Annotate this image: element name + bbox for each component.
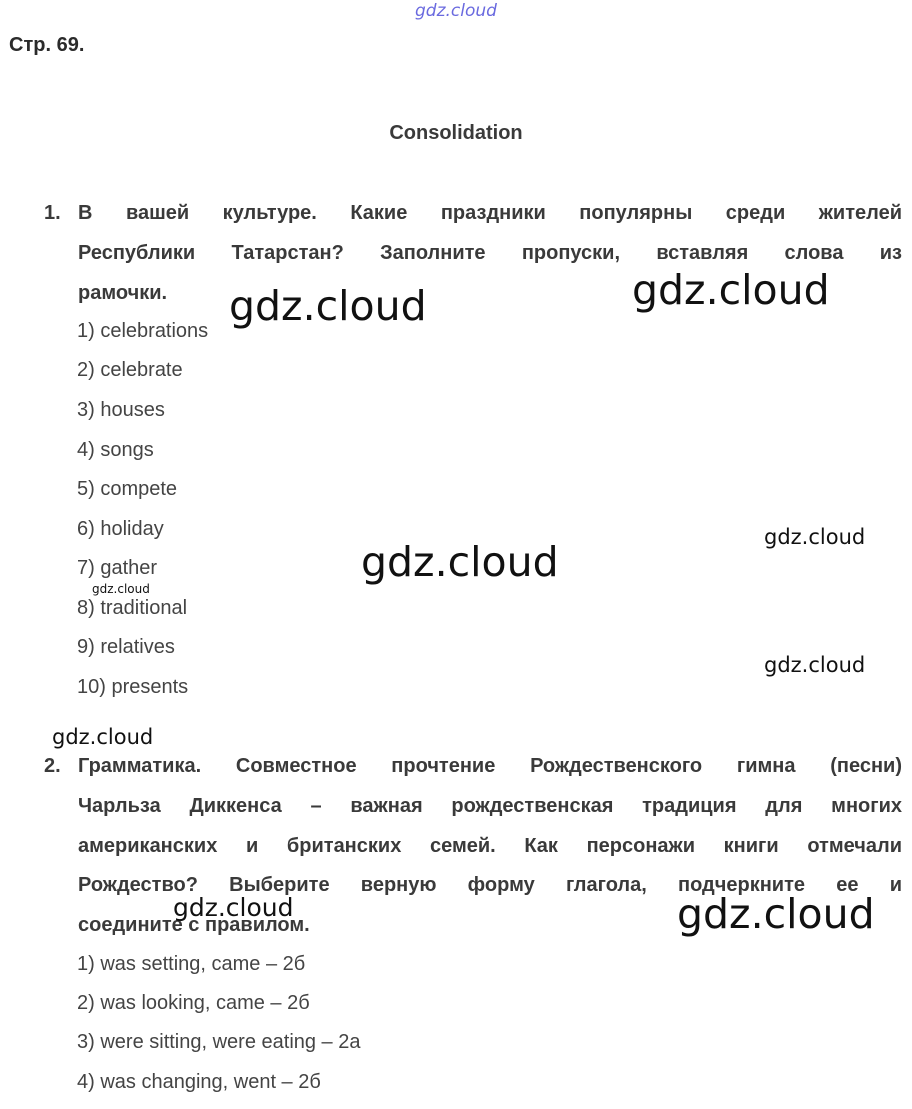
section-title: Consolidation (389, 122, 523, 144)
answer-item: 1) celebrations (77, 320, 209, 342)
answer-item: 4) was changing, went – 2б (77, 1071, 321, 1093)
watermark: gdz.cloud (677, 890, 875, 938)
answer-item: 6) holiday (77, 518, 164, 540)
question-2-line: соедините с правилом. (78, 914, 310, 936)
question-2-line: американских и британских семей. Как персонажи книги отмечали (78, 835, 902, 857)
answer-item: 3) were sitting, were eating – 2а (77, 1031, 361, 1053)
page-number-label: Стр. 69. (9, 34, 85, 56)
answer-item: 2) celebrate (77, 359, 183, 381)
question-1-line: В вашей культуре. Какие праздники популярны среди жителей (78, 202, 902, 224)
answer-item: 9) relatives (77, 636, 175, 658)
question-1-number: 1. (44, 202, 61, 224)
answer-item: 3) houses (77, 399, 165, 421)
answer-item: 4) songs (77, 439, 154, 461)
watermark: gdz.cloud (173, 893, 294, 922)
answer-item: 10) presents (77, 676, 189, 698)
question-1-line: рамочки. (78, 282, 168, 304)
answer-item: 2) was looking, came – 2б (77, 992, 310, 1014)
watermark: gdz.cloud (52, 725, 154, 749)
answer-item: 8) traditional (77, 597, 188, 619)
watermark: gdz.cloud (361, 538, 559, 586)
question-1-line: Республики Татарстан? Заполните пропуски, вставляя слова из (78, 242, 902, 264)
question-2-line: Рождество? Выберите верную форму глагола, подчеркните ее и (78, 874, 902, 896)
question-2-number: 2. (44, 755, 61, 777)
answer-item: 7) gather (77, 557, 158, 579)
watermark: gdz.cloud (764, 525, 866, 549)
watermark: gdz.cloud (92, 582, 150, 596)
watermark: gdz.cloud (229, 282, 427, 330)
watermark: gdz.cloud (764, 653, 866, 677)
question-2-line: Грамматика. Совместное прочтение Рождественского гимна (песни) (78, 755, 902, 777)
watermark: gdz.cloud (632, 266, 830, 314)
question-2-line: Чарльза Диккенса – важная рождественская традиция для многих (78, 795, 902, 817)
answer-item: 1) was setting, came – 2б (77, 953, 306, 975)
watermark-top: gdz.cloud (415, 1, 497, 21)
answer-item: 5) compete (77, 478, 178, 500)
